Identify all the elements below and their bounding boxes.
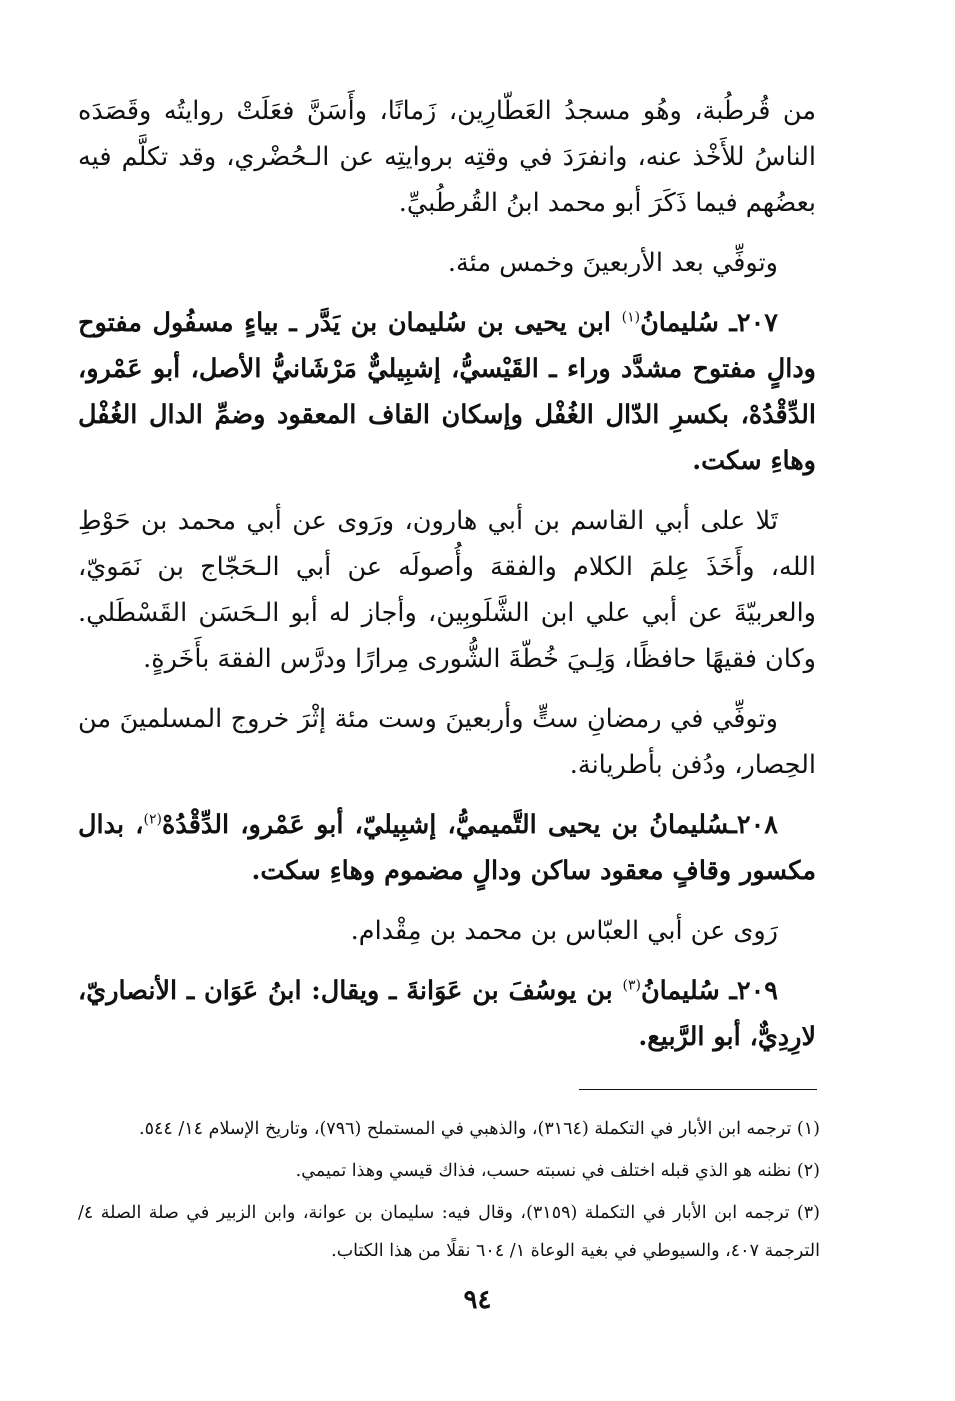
footnotes <box>78 1110 820 1274</box>
page-number: ٩٤ <box>463 1285 492 1315</box>
footnote: (١) ترجمه ابن الأبار في التكملة (٣١٦٤)، والذهبي في المستملح (٧٩٦)، وتاريخ الإسلام ١٤/ ٥٤٤. <box>139 1119 820 1139</box>
footnote-ref[interactable]: (٢) <box>143 811 162 828</box>
footnote: (٣) ترجمه ابن الأبار في التكملة (٣١٥٩)، وقال فيه: سليمان بن عوانة، وابن الزبير في صلة الصلة ٤/ الترجمة ٤٠٧، والسيوطي في بغية الوعاة ١/ ٦٠٤ نقلًا من هذا الكتاب. <box>78 1203 820 1261</box>
footnote-ref[interactable]: (٣) <box>622 977 641 994</box>
main-text <box>78 88 816 1074</box>
entry-number: ٢٠٨ـ <box>729 810 778 840</box>
entry-name: سُليمانُ بن يحيى التَّميميُّ، إشبِيليّ، أبو عَمْرو، الدِّقْدُهْ <box>161 810 730 840</box>
entry-name: سُليمانُ <box>640 308 719 338</box>
paragraph: وتوفِّي في رمضانِ ستٍّ وأربعينَ وست مئة إثْرَ خروج المسلمينَ من الحِصار، ودُفن بأطريانة. <box>78 704 816 780</box>
entry-209 <box>78 968 816 1060</box>
paragraph: رَوى عن أبي العبّاس بن محمد بن مِقْدام. <box>350 916 778 946</box>
paragraph: وتوفِّي بعد الأربعينَ وخمس مئة. <box>447 248 778 278</box>
paragraph: من قُرطُبة، وهُو مسجدُ العَطّارِين، زَمانًا، وأَسَنَّ فعَلَتْ روايتُه وقَصَدَه الناسُ للأَخْذ عنه، وانفرَدَ في وقتِه بروايتِه عن الـحُضْري، وقد تكلَّم فيه بعضُهم فيما ذَكَرَ أبو محمد ابنُ القُرطُبيِّ. <box>78 96 816 218</box>
paragraph: تَلا على أبي القاسم بن أبي هارون، ورَوى عن أبي محمد بن حَوْطِ الله، وأَخَذَ عِلمَ الكلام والفقهَ وأُصولَه عن أبي الـحَجّاج بن نَمَويّ، والعربيّةَ عن أبي علي ابن الشَّلَوبِين، وأجاز له أبو الـحَسَن القَسْطَلي. وكان فقيهًا حافظًا، وَلِـيَ خُطّةَ الشُّورى مِرارًا ودرَّس الفقهَ بأَخَرةٍ. <box>78 506 816 674</box>
entry-207 <box>78 300 816 484</box>
footnote-ref[interactable]: (١) <box>621 309 641 326</box>
entry-name: سُليمانُ <box>640 976 720 1006</box>
entry-208 <box>78 802 816 894</box>
footnote-divider <box>579 1089 817 1090</box>
entry-number: ٢٠٧ـ <box>729 308 778 338</box>
entry-text: ابن يحيى بن سُليمان بن يَدَّر ـ بياءٍ مسفُول مفتوح ودالٍ مفتوح مشدَّد وراء ـ القَيْسيُّ، إشبِيليٌّ مَرْشَانيُّ الأصل، أبو عَمْرو، الدِّقْدُهْ، بكسرِ الدّال الغُفْل وإسكان القاف المعقود وضمِّ الدال الغُفْل وهاءِ سكت. <box>78 308 816 476</box>
entry-number: ٢٠٩ـ <box>729 976 778 1006</box>
footnote: (٢) نظنه هو الذي قبله اختلف في نسبته حسب، فذاك قيسي وهذا تميمي. <box>295 1161 820 1181</box>
entry-text: بن يوسُفَ بن عَوَانةَ ـ ويقال: ابنُ عَوَان ـ الأنصاريّ، لارِدِيٌّ، أبو الرَّبيع. <box>78 976 816 1052</box>
entry-text: ، بدال مكسور وقافٍ معقود ساكن ودالٍ مضموم وهاءِ سكت. <box>78 810 816 886</box>
